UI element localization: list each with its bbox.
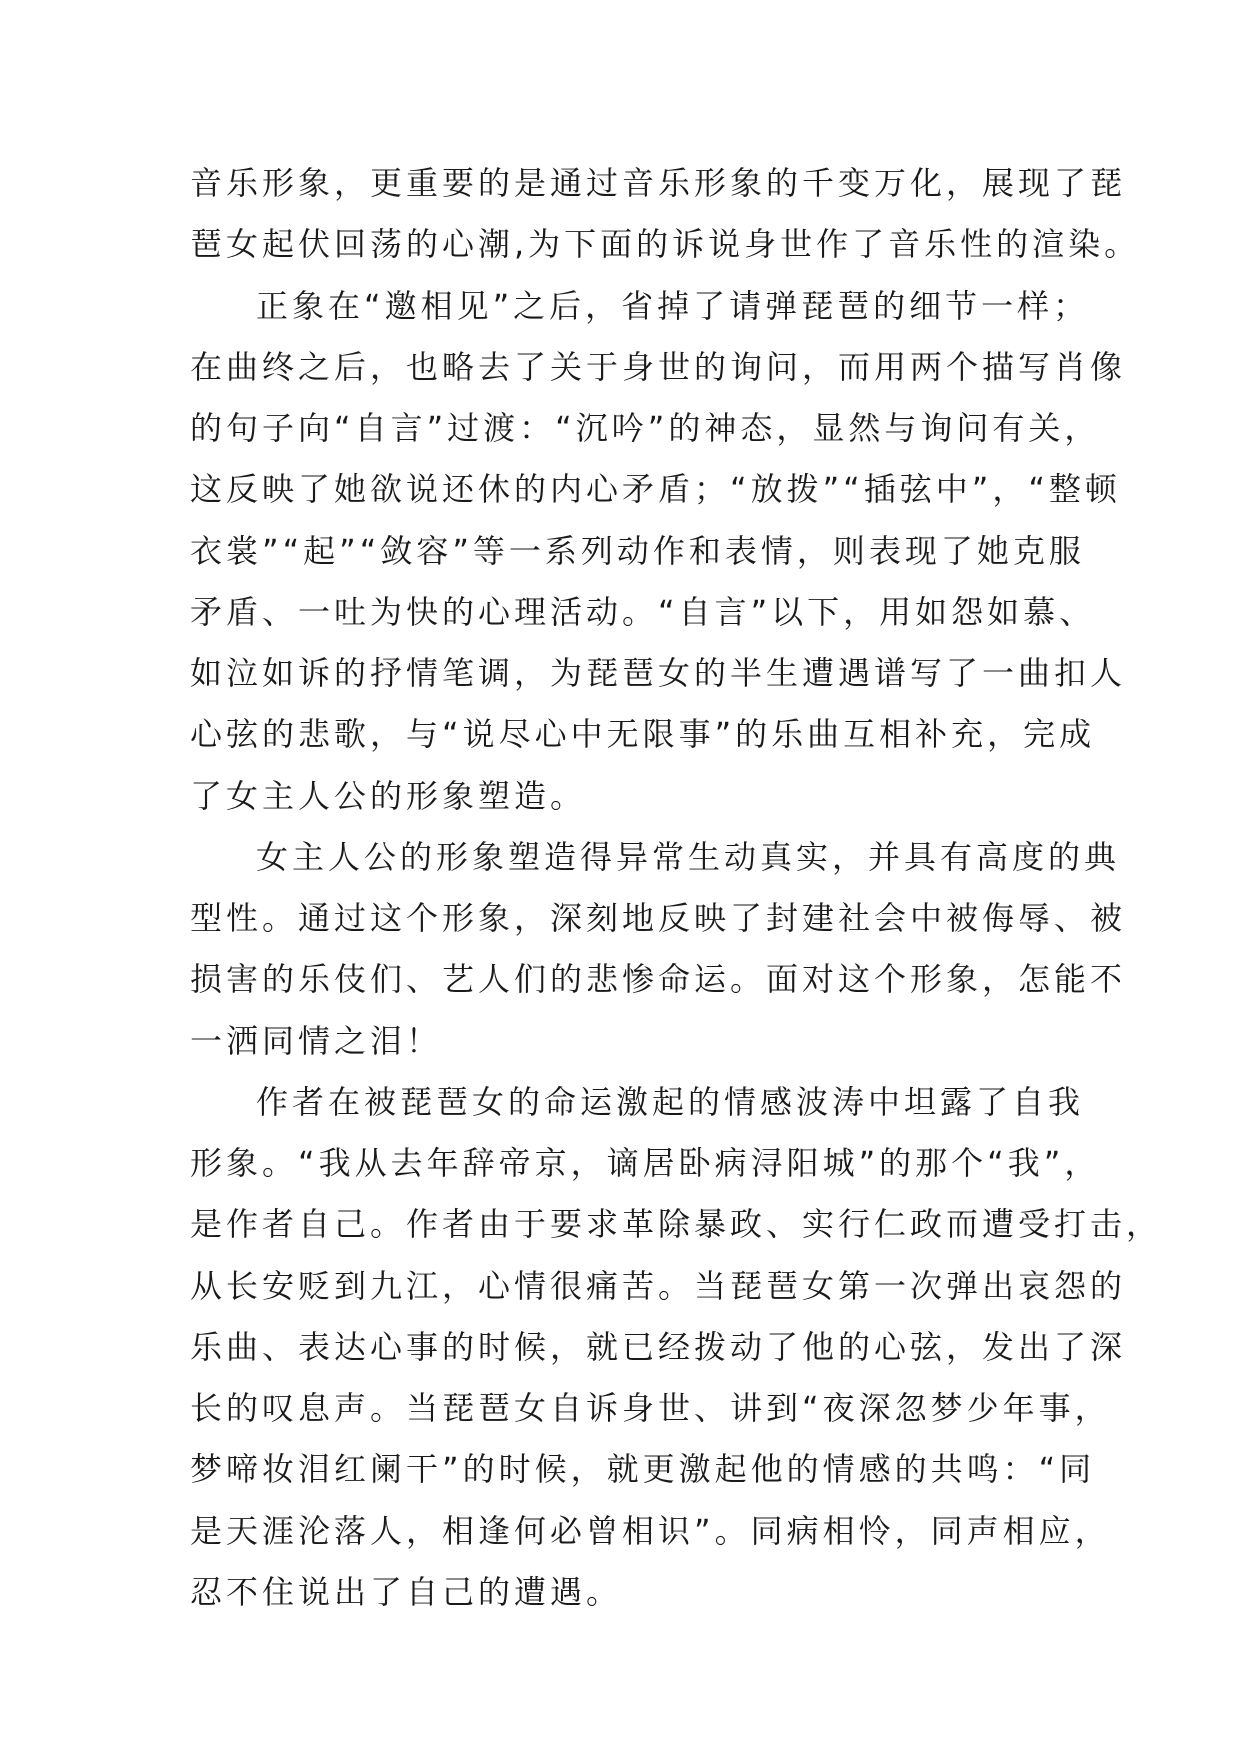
- text-line: 形象。“我从去年辞帝京，谪居卧病浔阳城”的那个“我”，: [190, 1144, 1101, 1182]
- text-line: 心弦的悲歌，与“说尽心中无限事”的乐曲互相补充，完成: [190, 715, 1096, 754]
- text-line: 是作者自己。作者由于要求革除暴政、实行仁政而遭受打击，: [190, 1205, 1163, 1244]
- text-line: 梦啼妆泪红阑干”的时候，就更激起他的情感的共鸣：“同: [190, 1450, 1096, 1489]
- text-line: 音乐形象，更重要的是通过音乐形象的千变万化，展现了琵: [190, 164, 1127, 202]
- text-line: 的句子向“自言”过渡：“沉吟”的神态，显然与询问有关，: [190, 409, 1101, 447]
- text-line: 是天涯沦落人，相逢何必曾相识”。同病相怜，同声相应，: [190, 1511, 1111, 1550]
- text-line: 乐曲、表达心事的时候，就已经拨动了他的心弦，发出了深: [190, 1327, 1127, 1366]
- text-line: 在曲终之后，也略去了关于身世的询问，而用两个描写肖像: [190, 347, 1127, 386]
- text-line: 衣裳”“起”“敛容”等一系列动作和表情，则表现了她克服: [190, 531, 1085, 570]
- text-line: 忍不住说出了自己的遭遇。: [190, 1572, 623, 1611]
- text-line: 从长安贬到九江，心情很痛苦。当琵琶女第一次弹出哀怨的: [190, 1266, 1127, 1305]
- text-line: 如泣如诉的抒情笔调，为琵琶女的半生遭遇谱写了一曲扣人: [190, 654, 1127, 692]
- text-line: 作者在被琵琶女的命运激起的情感波涛中坦露了自我: [256, 1082, 1085, 1121]
- body-text: [190, 153, 1163, 1623]
- text-line: 这反映了她欲说还休的内心矛盾；“放拨”“插弦中”，“整顿: [190, 470, 1121, 509]
- text-line: 女主人公的形象塑造得异常生动真实，并具有高度的典: [256, 837, 1121, 876]
- text-line: 损害的乐伎们、艺人们的悲惨命运。面对这个形象，怎能不: [190, 960, 1127, 999]
- text-line: 一洒同情之泪！: [190, 1021, 443, 1060]
- text-line: 正象在“邀相见”之后，省掉了请弹琵琶的细节一样；: [256, 286, 1090, 325]
- text-line: 长的叹息声。当琵琶女自诉身世、讲到“夜深忽梦少年事，: [190, 1389, 1111, 1427]
- text-line: 琶女起伏回荡的心潮,为下面的诉说身世作了音乐性的渲染。: [190, 225, 1141, 264]
- text-line: 型性。通过这个形象，深刻地反映了封建社会中被侮辱、被: [190, 899, 1127, 937]
- text-line: 了女主人公的形象塑造。: [190, 776, 587, 815]
- text-line: 矛盾、一吐为快的心理活动。“自言”以下，用如怨如慕、: [190, 592, 1096, 631]
